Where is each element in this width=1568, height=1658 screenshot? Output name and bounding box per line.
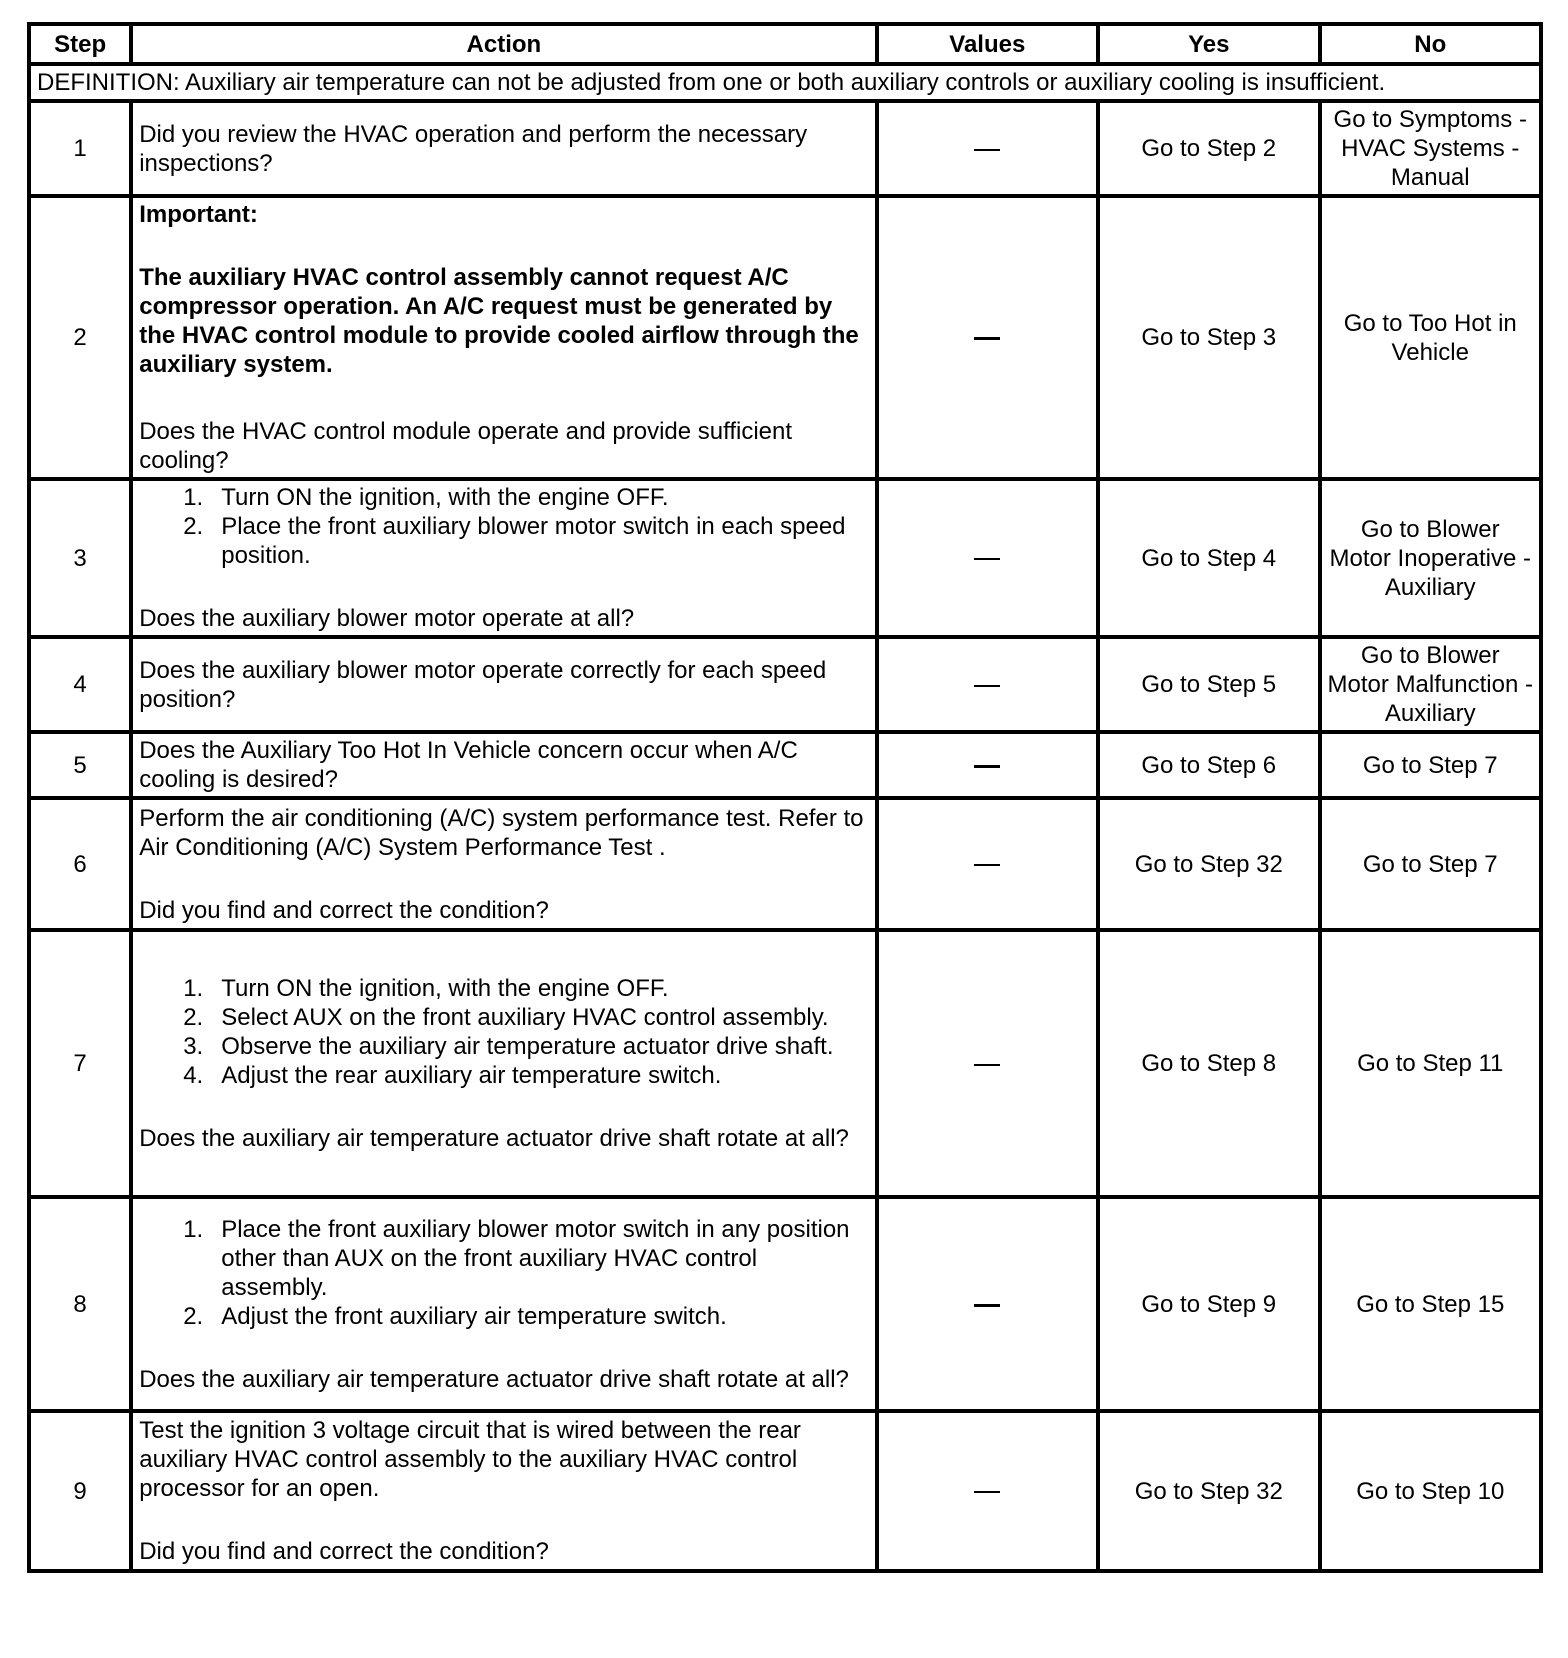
list-item: 4. Adjust the rear auxiliary air temperature switch. xyxy=(183,1062,722,1089)
action-cell xyxy=(131,798,876,930)
action-cell xyxy=(131,930,876,1197)
table-row-step-6 xyxy=(29,798,1541,930)
header-step: Step xyxy=(29,24,131,64)
step-number: 8 xyxy=(29,1197,131,1411)
values-cell xyxy=(877,637,1098,732)
yes-link[interactable]: Go to Step 8 xyxy=(1098,930,1319,1197)
values-cell xyxy=(877,101,1098,196)
list-item: 1. Turn ON the ignition, with the engine OFF. xyxy=(183,484,669,511)
list-item: 3. Observe the auxiliary air temperature actuator drive shaft. xyxy=(183,1033,834,1060)
action-question: Does the auxiliary blower motor operate at all? xyxy=(139,605,635,632)
important-text: The auxiliary HVAC control assembly cannot request A/C compressor operation. An A/C request must be generated by the HVAC control module to provide cooled airflow through the auxiliary system. xyxy=(139,264,859,378)
table-row-step-4 xyxy=(29,637,1541,732)
table-row-step-1 xyxy=(29,101,1541,196)
no-link[interactable]: Go to Step 10 xyxy=(1320,1411,1542,1571)
header-action: Action xyxy=(131,24,876,64)
table-row-step-7 xyxy=(29,930,1541,1197)
values-cell xyxy=(877,732,1098,798)
values-cell xyxy=(877,798,1098,930)
yes-link[interactable]: Go to Step 9 xyxy=(1098,1197,1319,1411)
dash-icon xyxy=(974,765,1000,768)
no-link[interactable]: Go to Step 7 xyxy=(1320,732,1542,798)
step-number: 7 xyxy=(29,930,131,1197)
dash-icon xyxy=(974,1064,1000,1066)
values-cell xyxy=(877,1411,1098,1571)
no-link[interactable]: Go to Step 7 xyxy=(1320,798,1542,930)
list-item: 2. Place the front auxiliary blower motor switch in each speed position. xyxy=(183,513,846,569)
dash-icon xyxy=(974,1304,1000,1307)
no-link[interactable]: Go to Too Hot in Vehicle xyxy=(1320,196,1542,479)
yes-link[interactable]: Go to Step 32 xyxy=(1098,1411,1319,1571)
no-link[interactable]: Go to Step 15 xyxy=(1320,1197,1542,1411)
step-number: 6 xyxy=(29,798,131,930)
action-instruction: Test the ignition 3 voltage circuit that is wired between the rear auxiliary HVAC control assembly to the auxiliary HVAC control processor for an open. xyxy=(139,1417,801,1502)
table-row-step-2 xyxy=(29,196,1541,479)
no-link[interactable]: Go to Blower Motor Inoperative - Auxiliary xyxy=(1320,479,1542,637)
action-question: Did you find and correct the condition? xyxy=(139,896,549,924)
values-cell xyxy=(877,479,1098,637)
dash-icon xyxy=(974,1491,1000,1493)
step-number: 9 xyxy=(29,1411,131,1571)
definition-row xyxy=(29,64,1541,101)
header-row xyxy=(29,24,1541,64)
table-row-step-9 xyxy=(29,1411,1541,1571)
action-steps-list xyxy=(139,483,868,570)
list-item: 2. Adjust the front auxiliary air temperature switch. xyxy=(183,1302,727,1330)
no-link[interactable]: Go to Symptoms - HVAC Systems - Manual xyxy=(1320,101,1542,196)
yes-link[interactable]: Go to Step 2 xyxy=(1098,101,1319,196)
header-no: No xyxy=(1320,24,1542,64)
diagnostic-table xyxy=(27,22,1543,1573)
step-number: 2 xyxy=(29,196,131,479)
yes-link[interactable]: Go to Step 6 xyxy=(1098,732,1319,798)
step-number: 5 xyxy=(29,732,131,798)
step-number: 4 xyxy=(29,637,131,732)
table-row-step-3 xyxy=(29,479,1541,637)
action-cell xyxy=(131,196,876,479)
action-cell xyxy=(131,479,876,637)
dash-icon xyxy=(974,558,1000,560)
action-steps-list xyxy=(139,1215,868,1331)
list-item: 2. Select AUX on the front auxiliary HVAC control assembly. xyxy=(183,1004,829,1031)
list-item: 1. Place the front auxiliary blower motor switch in any position other than AUX on the front auxiliary HVAC control assembly. xyxy=(183,1215,850,1301)
action-instruction: Perform the air conditioning (A/C) system performance test. Refer to Air Conditioning (A/C) System Performance Test . xyxy=(139,804,864,861)
action-cell xyxy=(131,1197,876,1411)
table-row-step-5 xyxy=(29,732,1541,798)
header-yes: Yes xyxy=(1098,24,1319,64)
diagnostic-table-container xyxy=(27,22,1543,1573)
action-question: Did you review the HVAC operation and perform the necessary inspections? xyxy=(131,101,876,196)
header-values: Values xyxy=(877,24,1098,64)
yes-link[interactable]: Go to Step 5 xyxy=(1098,637,1319,732)
values-cell xyxy=(877,1197,1098,1411)
action-question: Does the auxiliary air temperature actuator drive shaft rotate at all? xyxy=(139,1365,849,1393)
values-cell xyxy=(877,930,1098,1197)
dash-icon xyxy=(974,149,1000,151)
yes-link[interactable]: Go to Step 32 xyxy=(1098,798,1319,930)
yes-link[interactable]: Go to Step 4 xyxy=(1098,479,1319,637)
dash-icon xyxy=(974,337,1000,340)
no-link[interactable]: Go to Blower Motor Malfunction - Auxiliary xyxy=(1320,637,1542,732)
action-question: Does the auxiliary air temperature actuator drive shaft rotate at all? xyxy=(139,1125,849,1152)
action-question: Does the HVAC control module operate and provide sufficient cooling? xyxy=(139,418,793,474)
table-row-step-8 xyxy=(29,1197,1541,1411)
list-item: 1. Turn ON the ignition, with the engine OFF. xyxy=(183,975,669,1002)
action-cell xyxy=(131,1411,876,1571)
action-question: Does the Auxiliary Too Hot In Vehicle concern occur when A/C cooling is desired? xyxy=(131,732,876,798)
step-number: 3 xyxy=(29,479,131,637)
step-number: 1 xyxy=(29,101,131,196)
dash-icon xyxy=(974,864,1000,866)
action-steps-list xyxy=(139,974,868,1090)
action-question: Did you find and correct the condition? xyxy=(139,1538,549,1565)
yes-link[interactable]: Go to Step 3 xyxy=(1098,196,1319,479)
no-link[interactable]: Go to Step 11 xyxy=(1320,930,1542,1197)
values-cell xyxy=(877,196,1098,479)
important-label: Important: xyxy=(139,201,258,228)
action-question: Does the auxiliary blower motor operate correctly for each speed position? xyxy=(131,637,876,732)
definition-text: DEFINITION: Auxiliary air temperature can not be adjusted from one or both auxiliary controls or auxiliary cooling is insufficient. xyxy=(29,64,1541,101)
dash-icon xyxy=(974,685,1000,687)
